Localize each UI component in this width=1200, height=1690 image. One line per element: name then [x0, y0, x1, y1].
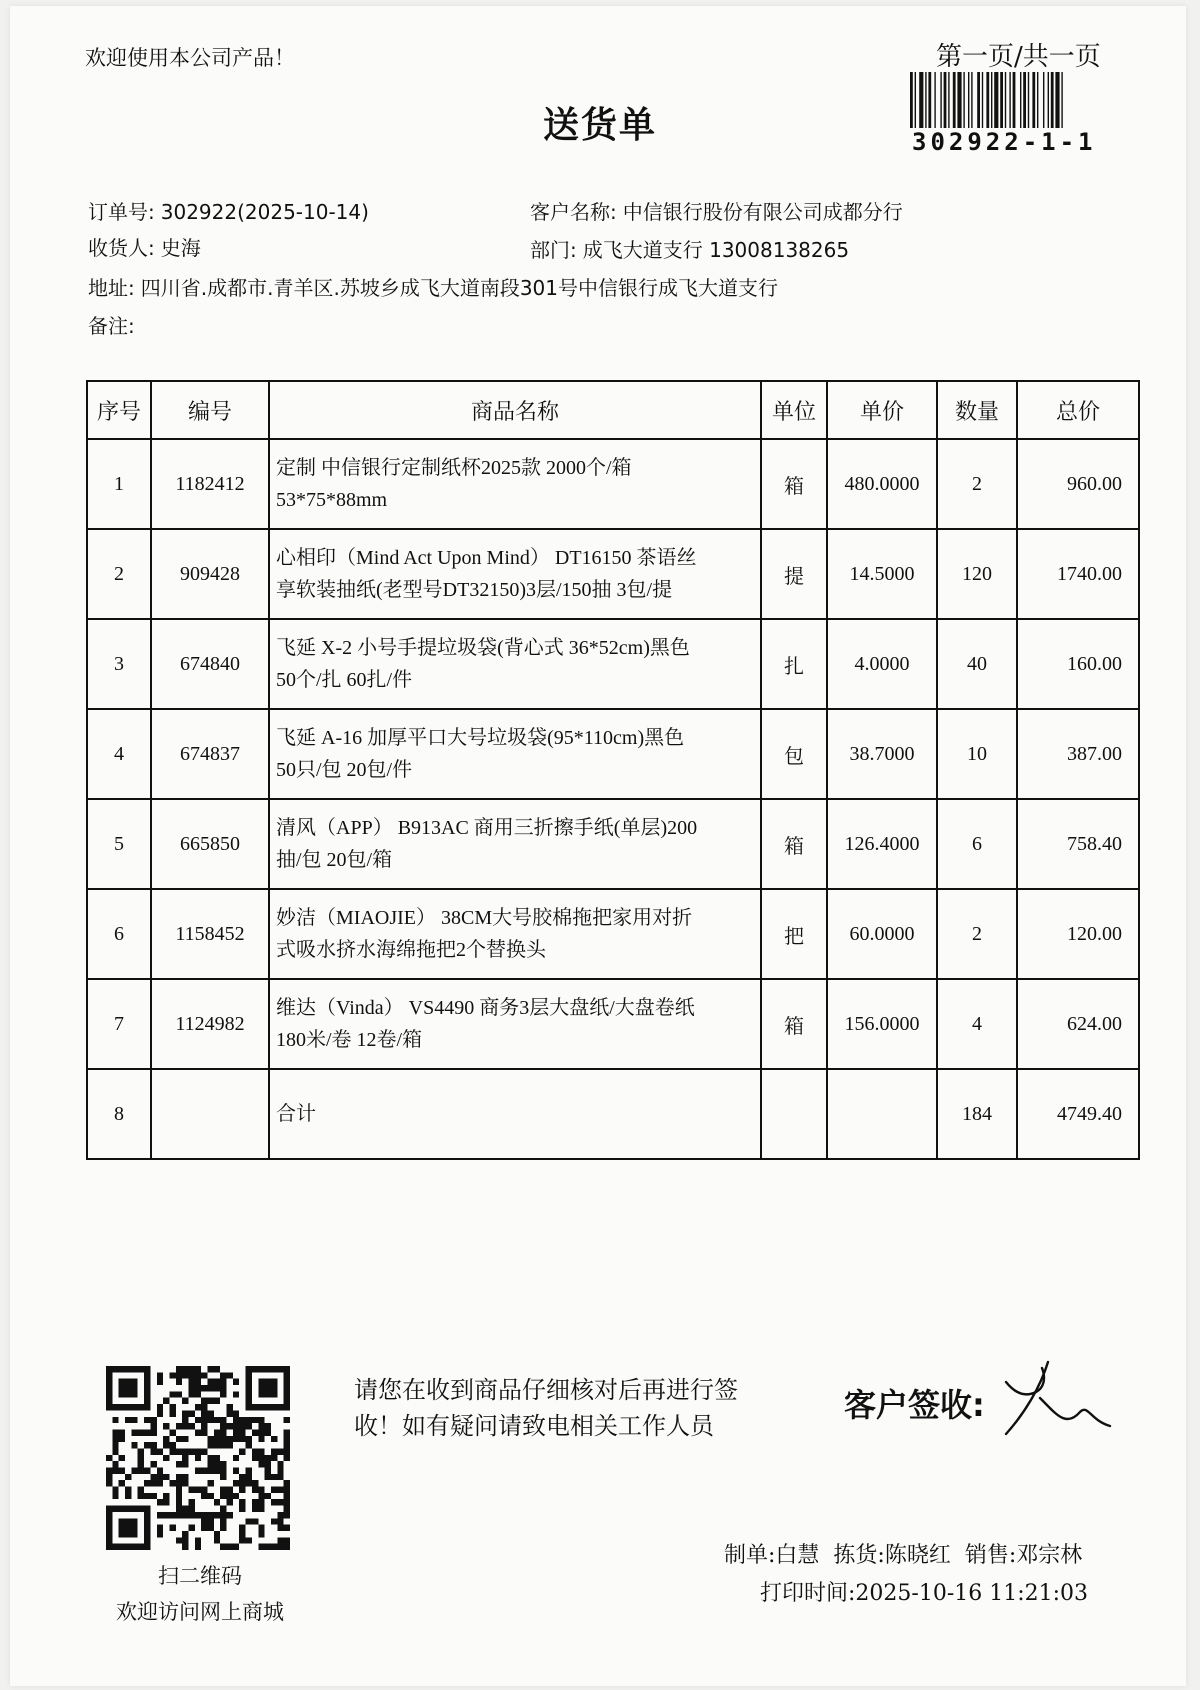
- cell-qty: 40: [937, 619, 1017, 709]
- cell-price: 4.0000: [827, 619, 937, 709]
- cell-price: 126.4000: [827, 799, 937, 889]
- order-number-field: [88, 196, 369, 225]
- col-header-no: 序号: [87, 381, 151, 439]
- cell-price: 38.7000: [827, 709, 937, 799]
- order-number-label: 订单号:: [88, 200, 155, 224]
- cell-unit: 提: [761, 529, 827, 619]
- cell-unit: 把: [761, 889, 827, 979]
- table-row: [87, 619, 1139, 709]
- department-value: 成飞大道支行 13008138265: [582, 238, 850, 262]
- cell-name-line: 50只/包 20包/件: [276, 759, 413, 781]
- customer-signature-label: 客户签收:: [844, 1386, 985, 1424]
- cell-no: 3: [87, 619, 151, 709]
- table-row: [87, 799, 1139, 889]
- cell-no: 6: [87, 889, 151, 979]
- cell-name-line: 式吸水挤水海绵拖把2个替换头: [276, 939, 546, 961]
- remark-field: [88, 310, 141, 339]
- cell-name: [269, 709, 761, 799]
- cell-unit: 箱: [761, 979, 827, 1069]
- customer-name-field: [530, 196, 903, 225]
- cell-name-line: 享软装抽纸(老型号DT32150)3层/150抽 3包/提: [276, 579, 673, 601]
- cell-unit: 箱: [761, 799, 827, 889]
- cell-total: 160.00: [1017, 619, 1139, 709]
- col-header-code: 编号: [151, 381, 269, 439]
- customer-name-value: 中信银行股份有限公司成都分行: [622, 200, 903, 224]
- table-row: [87, 889, 1139, 979]
- cell-no: 2: [87, 529, 151, 619]
- receipt-notice: [354, 1372, 774, 1444]
- cell-name: [269, 439, 761, 529]
- col-header-name: 商品名称: [269, 381, 761, 439]
- summary-qty: 184: [937, 1069, 1017, 1159]
- table-row: [87, 979, 1139, 1069]
- cell-name-line: 50个/扎 60扎/件: [276, 669, 413, 691]
- cell-price: 14.5000: [827, 529, 937, 619]
- cell-qty: 10: [937, 709, 1017, 799]
- summary-row: [87, 1069, 1139, 1159]
- cell-name: [269, 889, 761, 979]
- cell-name-line: 心相印（Mind Act Upon Mind） DT16150 茶语丝: [276, 547, 697, 569]
- cell-name-line: 妙洁（MIAOJIE） 38CM大号胶棉拖把家用对折: [276, 907, 693, 929]
- cell-qty: 6: [937, 799, 1017, 889]
- table-row: [87, 709, 1139, 799]
- col-header-total: 总价: [1017, 381, 1139, 439]
- cell-no: 4: [87, 709, 151, 799]
- col-header-unit: 单位: [761, 381, 827, 439]
- cell-code: 1158452: [151, 889, 269, 979]
- table-header-row: [87, 381, 1139, 439]
- cell-name: [269, 799, 761, 889]
- staff-line: [724, 1538, 1082, 1569]
- receiver-field: [88, 232, 201, 261]
- notice-line: 请您在收到商品仔细核对后再进行签: [354, 1376, 738, 1404]
- cell-total: 758.40: [1017, 799, 1139, 889]
- receiver-label: 收货人:: [88, 236, 155, 260]
- cell-name-line: 飞延 X-2 小号手提垃圾袋(背心式 36*52cm)黑色: [276, 637, 690, 659]
- table-row: [87, 529, 1139, 619]
- cell-code: 909428: [151, 529, 269, 619]
- col-header-qty: 数量: [937, 381, 1017, 439]
- cell-qty: 2: [937, 439, 1017, 529]
- cell-name-line: 定制 中信银行定制纸杯2025款 2000个/箱: [276, 457, 632, 479]
- sales-text: 销售:邓宗林: [964, 1543, 1083, 1568]
- qr-caption-visit: 欢迎访问网上商城: [116, 1600, 284, 1624]
- col-header-price: 单价: [827, 381, 937, 439]
- address-label: 地址:: [88, 276, 135, 300]
- cell-unit: 箱: [761, 439, 827, 529]
- department-field: [530, 234, 849, 263]
- picker-text: 拣货:陈晓红: [833, 1543, 951, 1568]
- customer-name-label: 客户名称:: [530, 200, 617, 224]
- cell-no: 5: [87, 799, 151, 889]
- cell-name-line: 53*75*88mm: [276, 489, 388, 511]
- cell-name-line: 抽/包 20包/箱: [276, 849, 393, 871]
- cell-no: 8: [87, 1069, 151, 1159]
- cell-total: 387.00: [1017, 709, 1139, 799]
- cell-name: [269, 619, 761, 709]
- cell-qty: 2: [937, 889, 1017, 979]
- order-number-value: 302922(2025-10-14): [160, 200, 369, 224]
- cell-name-line: 清风（APP） B913AC 商用三折擦手纸(单层)200: [276, 817, 698, 839]
- cell-total: 120.00: [1017, 889, 1139, 979]
- notice-line: 收！如有疑问请致电相关工作人员: [354, 1412, 714, 1440]
- summary-label: 合计: [269, 1069, 761, 1159]
- cell-no: 7: [87, 979, 151, 1069]
- page-indicator: 第一页/共一页: [936, 42, 1101, 72]
- document-title: 送货单: [542, 105, 657, 146]
- cell-name-line: 维达（Vinda） VS4490 商务3层大盘纸/大盘卷纸: [276, 997, 695, 1019]
- cell-code: 674840: [151, 619, 269, 709]
- cell-code: 1182412: [151, 439, 269, 529]
- address-value: 四川省.成都市.青羊区.苏坡乡成飞大道南段301号中信银行成飞大道支行: [140, 276, 778, 300]
- items-table: [86, 380, 1140, 1160]
- cell-code: 1124982: [151, 979, 269, 1069]
- receiver-value: 史海: [160, 236, 201, 260]
- cell-total: 1740.00: [1017, 529, 1139, 619]
- address-field: [88, 272, 778, 301]
- qr-caption-scan: 扫二维码: [158, 1564, 242, 1588]
- cell-unit: 包: [761, 709, 827, 799]
- cell-price: [827, 1069, 937, 1159]
- cell-price: 480.0000: [827, 439, 937, 529]
- cell-qty: 120: [937, 529, 1017, 619]
- cell-qty: 4: [937, 979, 1017, 1069]
- cell-price: 60.0000: [827, 889, 937, 979]
- cell-unit: [761, 1069, 827, 1159]
- remark-label: 备注:: [88, 314, 135, 338]
- cell-total: 624.00: [1017, 979, 1139, 1069]
- summary-total: 4749.40: [1017, 1069, 1139, 1159]
- cell-name: [269, 529, 761, 619]
- cell-total: 960.00: [1017, 439, 1139, 529]
- table-row: [87, 439, 1139, 529]
- cell-code: [151, 1069, 269, 1159]
- cell-unit: 扎: [761, 619, 827, 709]
- cell-no: 1: [87, 439, 151, 529]
- barcode-number: 302922-1-1: [912, 128, 1097, 156]
- cell-name: [269, 979, 761, 1069]
- department-label: 部门:: [530, 238, 577, 262]
- cell-name-line: 180米/卷 12卷/箱: [276, 1029, 423, 1051]
- welcome-text: 欢迎使用本公司产品！: [85, 46, 295, 70]
- customer-signature: [1000, 1352, 1116, 1438]
- cell-price: 156.0000: [827, 979, 937, 1069]
- cell-name-line: 飞延 A-16 加厚平口大号垃圾袋(95*110cm)黑色: [276, 727, 685, 749]
- maker-text: 制单:白慧: [724, 1543, 820, 1568]
- cell-code: 665850: [151, 799, 269, 889]
- print-time: 打印时间:2025-10-16 11:21:03: [760, 1581, 1089, 1606]
- qr-code-image: [106, 1366, 290, 1550]
- cell-code: 674837: [151, 709, 269, 799]
